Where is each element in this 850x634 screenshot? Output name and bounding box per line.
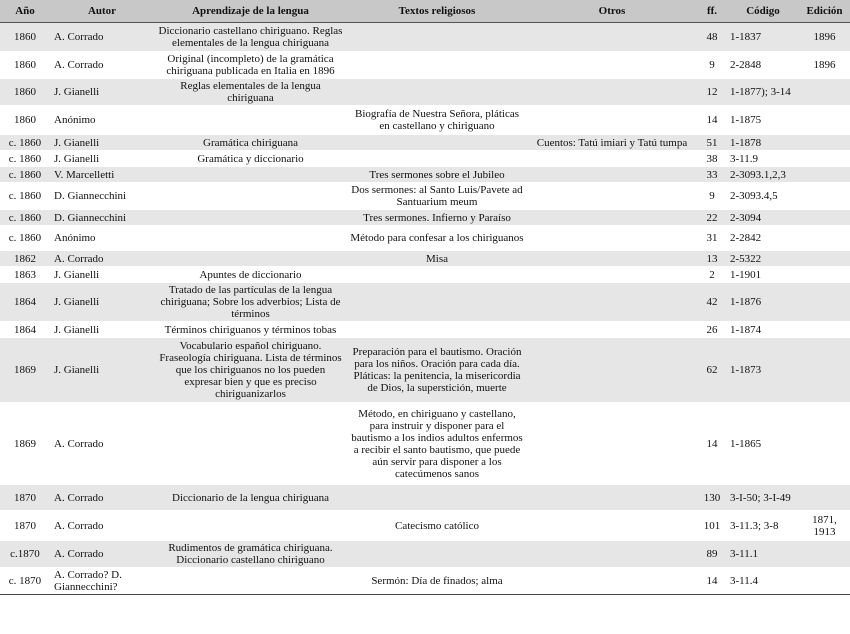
cell-author: J. Gianelli bbox=[50, 338, 154, 403]
cell-ff: 89 bbox=[697, 541, 727, 568]
cell-author: D. Giannecchini bbox=[50, 183, 154, 210]
table-row bbox=[0, 135, 850, 151]
cell-year: 1864 bbox=[0, 322, 50, 338]
cell-aprendizaje: Vocabulario español chiriguano. Fraseología chiriguana. Lista de términos que los chiriguanos no los pueden expresar bien y que es preciso chiriguanizarlos bbox=[154, 338, 347, 403]
cell-codigo: 1-1837 bbox=[727, 23, 799, 52]
table-row bbox=[0, 23, 850, 52]
cell-codigo: 1-1878 bbox=[727, 135, 799, 151]
cell-codigo: 1-1877); 3-14 bbox=[727, 79, 799, 106]
cell-ff: 33 bbox=[697, 167, 727, 183]
cell-religiosos bbox=[347, 283, 527, 322]
cell-ff: 31 bbox=[697, 226, 727, 251]
cell-year: 1869 bbox=[0, 338, 50, 403]
cell-ff: 2 bbox=[697, 267, 727, 283]
cell-religiosos bbox=[347, 52, 527, 79]
table-row bbox=[0, 210, 850, 226]
cell-edicion bbox=[799, 226, 850, 251]
cell-ff: 42 bbox=[697, 283, 727, 322]
cell-aprendizaje: Original (incompleto) de la gramática chiriguana publicada en Italia en 1896 bbox=[154, 52, 347, 79]
cell-edicion bbox=[799, 541, 850, 568]
cell-religiosos bbox=[347, 79, 527, 106]
cell-year: 1864 bbox=[0, 283, 50, 322]
cell-codigo: 1-1876 bbox=[727, 283, 799, 322]
cell-aprendizaje: Gramática y diccionario bbox=[154, 151, 347, 167]
table-row bbox=[0, 106, 850, 135]
header-religiosos: Textos religiosos bbox=[347, 0, 527, 23]
cell-ff: 22 bbox=[697, 210, 727, 226]
header-edicion: Edición bbox=[799, 0, 850, 23]
cell-author: J. Gianelli bbox=[50, 322, 154, 338]
cell-religiosos bbox=[347, 135, 527, 151]
cell-year: c. 1860 bbox=[0, 183, 50, 210]
cell-codigo: 1-1875 bbox=[727, 106, 799, 135]
cell-religiosos: Tres sermones sobre el Jubileo bbox=[347, 167, 527, 183]
cell-codigo: 3-11.9 bbox=[727, 151, 799, 167]
table-row bbox=[0, 226, 850, 251]
table-row bbox=[0, 541, 850, 568]
cell-author: V. Marcelletti bbox=[50, 167, 154, 183]
table-row bbox=[0, 338, 850, 403]
cell-codigo: 2-3093.1,2,3 bbox=[727, 167, 799, 183]
table-row bbox=[0, 511, 850, 541]
cell-codigo: 1-1901 bbox=[727, 267, 799, 283]
cell-edicion bbox=[799, 485, 850, 511]
cell-author: A. Corrado bbox=[50, 23, 154, 52]
header-otros: Otros bbox=[527, 0, 697, 23]
cell-aprendizaje bbox=[154, 210, 347, 226]
cell-year: c. 1860 bbox=[0, 135, 50, 151]
cell-year: c. 1860 bbox=[0, 226, 50, 251]
cell-otros bbox=[527, 251, 697, 267]
cell-year: c. 1860 bbox=[0, 167, 50, 183]
cell-edicion bbox=[799, 568, 850, 595]
cell-codigo: 2-3094 bbox=[727, 210, 799, 226]
cell-religiosos: Preparación para el bautismo. Oración para los niños. Oración para cada día. Pláticas: la penitencia, la misericordia de Dios, la superstición, muerte bbox=[347, 338, 527, 403]
cell-otros bbox=[527, 210, 697, 226]
cell-aprendizaje: Apuntes de diccionario bbox=[154, 267, 347, 283]
cell-otros bbox=[527, 79, 697, 106]
cell-aprendizaje: Diccionario de la lengua chiriguana bbox=[154, 485, 347, 511]
cell-edicion: 1896 bbox=[799, 52, 850, 79]
cell-religiosos: Biografía de Nuestra Señora, pláticas en castellano y chiriguano bbox=[347, 106, 527, 135]
cell-edicion: 1896 bbox=[799, 23, 850, 52]
cell-author: A. Corrado bbox=[50, 541, 154, 568]
cell-codigo: 1-1873 bbox=[727, 338, 799, 403]
cell-author: A. Corrado bbox=[50, 403, 154, 485]
cell-aprendizaje bbox=[154, 403, 347, 485]
cell-aprendizaje: Gramática chiriguana bbox=[154, 135, 347, 151]
cell-year: 1860 bbox=[0, 23, 50, 52]
cell-otros bbox=[527, 167, 697, 183]
cell-otros bbox=[527, 183, 697, 210]
cell-author: A. Corrado bbox=[50, 52, 154, 79]
cell-author: A. Corrado bbox=[50, 485, 154, 511]
cell-aprendizaje: Diccionario castellano chiriguano. Reglas elementales de la lengua chiriguana bbox=[154, 23, 347, 52]
cell-otros bbox=[527, 568, 697, 595]
cell-otros bbox=[527, 283, 697, 322]
cell-ff: 101 bbox=[697, 511, 727, 541]
header-row bbox=[0, 0, 850, 23]
cell-author: Anónimo bbox=[50, 106, 154, 135]
cell-religiosos bbox=[347, 485, 527, 511]
cell-edicion bbox=[799, 79, 850, 106]
cell-year: 1869 bbox=[0, 403, 50, 485]
cell-codigo: 1-1874 bbox=[727, 322, 799, 338]
cell-religiosos: Método para confesar a los chiriguanos bbox=[347, 226, 527, 251]
table-row bbox=[0, 283, 850, 322]
cell-ff: 130 bbox=[697, 485, 727, 511]
table-row bbox=[0, 403, 850, 485]
cell-codigo: 3-I-50; 3-I-49 bbox=[727, 485, 799, 511]
cell-edicion bbox=[799, 322, 850, 338]
table-body bbox=[0, 23, 850, 595]
header-year: Año bbox=[0, 0, 50, 23]
cell-year: 1870 bbox=[0, 485, 50, 511]
cell-otros bbox=[527, 106, 697, 135]
header-aprendizaje: Aprendizaje de la lengua bbox=[154, 0, 347, 23]
cell-aprendizaje: Reglas elementales de la lengua chiriguana bbox=[154, 79, 347, 106]
cell-ff: 26 bbox=[697, 322, 727, 338]
cell-ff: 62 bbox=[697, 338, 727, 403]
cell-aprendizaje bbox=[154, 167, 347, 183]
cell-otros bbox=[527, 267, 697, 283]
cell-year: c. 1860 bbox=[0, 210, 50, 226]
table-row bbox=[0, 151, 850, 167]
cell-religiosos: Catecismo católico bbox=[347, 511, 527, 541]
cell-edicion bbox=[799, 151, 850, 167]
cell-edicion bbox=[799, 403, 850, 485]
table-row bbox=[0, 322, 850, 338]
cell-author: A. Corrado bbox=[50, 511, 154, 541]
cell-edicion bbox=[799, 135, 850, 151]
cell-ff: 9 bbox=[697, 52, 727, 79]
cell-ff: 14 bbox=[697, 403, 727, 485]
table-row bbox=[0, 568, 850, 595]
cell-edicion bbox=[799, 338, 850, 403]
cell-otros bbox=[527, 23, 697, 52]
table-row bbox=[0, 251, 850, 267]
cell-religiosos bbox=[347, 541, 527, 568]
cell-aprendizaje bbox=[154, 183, 347, 210]
cell-ff: 51 bbox=[697, 135, 727, 151]
cell-otros bbox=[527, 403, 697, 485]
cell-year: 1863 bbox=[0, 267, 50, 283]
cell-religiosos bbox=[347, 322, 527, 338]
table-row bbox=[0, 167, 850, 183]
cell-codigo: 2-2848 bbox=[727, 52, 799, 79]
table-row bbox=[0, 183, 850, 210]
cell-ff: 48 bbox=[697, 23, 727, 52]
cell-religiosos: Sermón: Día de finados; alma bbox=[347, 568, 527, 595]
cell-codigo: 3-11.4 bbox=[727, 568, 799, 595]
cell-otros bbox=[527, 511, 697, 541]
cell-edicion bbox=[799, 251, 850, 267]
cell-edicion bbox=[799, 283, 850, 322]
cell-religiosos: Método, en chiriguano y castellano, para instruir y disponer para el bautismo a los indios adultos enfermos a recibir el santo bautismo, que puede aún servir para disponer a los catecúmenos sanos bbox=[347, 403, 527, 485]
header-codigo: Código bbox=[727, 0, 799, 23]
cell-otros bbox=[527, 338, 697, 403]
cell-ff: 14 bbox=[697, 106, 727, 135]
cell-otros bbox=[527, 226, 697, 251]
cell-ff: 38 bbox=[697, 151, 727, 167]
cell-year: 1860 bbox=[0, 79, 50, 106]
cell-religiosos: Misa bbox=[347, 251, 527, 267]
header-author: Autor bbox=[50, 0, 154, 23]
cell-aprendizaje: Rudimentos de gramática chiriguana. Diccionario castellano chiriguano bbox=[154, 541, 347, 568]
cell-codigo: 3-11.1 bbox=[727, 541, 799, 568]
cell-aprendizaje: Términos chiriguanos y términos tobas bbox=[154, 322, 347, 338]
cell-aprendizaje bbox=[154, 251, 347, 267]
cell-edicion bbox=[799, 106, 850, 135]
cell-aprendizaje: Tratado de las partículas de la lengua chiriguana; Sobre los adverbios; Lista de términos bbox=[154, 283, 347, 322]
cell-otros bbox=[527, 151, 697, 167]
cell-year: c.1870 bbox=[0, 541, 50, 568]
cell-year: 1860 bbox=[0, 106, 50, 135]
cell-author: A. Corrado bbox=[50, 251, 154, 267]
cell-author: J. Gianelli bbox=[50, 151, 154, 167]
cell-ff: 14 bbox=[697, 568, 727, 595]
cell-codigo: 1-1865 bbox=[727, 403, 799, 485]
cell-aprendizaje bbox=[154, 568, 347, 595]
cell-religiosos: Tres sermones. Infierno y Paraíso bbox=[347, 210, 527, 226]
cell-author: J. Gianelli bbox=[50, 79, 154, 106]
cell-otros bbox=[527, 52, 697, 79]
table-row bbox=[0, 267, 850, 283]
cell-edicion: 1871, 1913 bbox=[799, 511, 850, 541]
table-row bbox=[0, 52, 850, 79]
cell-year: 1860 bbox=[0, 52, 50, 79]
cell-edicion bbox=[799, 183, 850, 210]
cell-religiosos bbox=[347, 23, 527, 52]
cell-aprendizaje bbox=[154, 511, 347, 541]
cell-codigo: 2-2842 bbox=[727, 226, 799, 251]
table-row bbox=[0, 79, 850, 106]
table-row bbox=[0, 485, 850, 511]
cell-ff: 9 bbox=[697, 183, 727, 210]
cell-year: 1862 bbox=[0, 251, 50, 267]
cell-edicion bbox=[799, 210, 850, 226]
cell-aprendizaje bbox=[154, 226, 347, 251]
cell-otros bbox=[527, 541, 697, 568]
cell-otros bbox=[527, 322, 697, 338]
cell-otros: Cuentos: Tatú imiari y Tatú tumpa bbox=[527, 135, 697, 151]
cell-year: 1870 bbox=[0, 511, 50, 541]
cell-codigo: 2-5322 bbox=[727, 251, 799, 267]
cell-author: D. Giannecchini bbox=[50, 210, 154, 226]
cell-religiosos bbox=[347, 267, 527, 283]
cell-author: A. Corrado? D. Giannecchini? bbox=[50, 568, 154, 595]
cell-aprendizaje bbox=[154, 106, 347, 135]
cell-author: J. Gianelli bbox=[50, 283, 154, 322]
cell-year: c. 1870 bbox=[0, 568, 50, 595]
cell-religiosos: Dos sermones: al Santo Luis/Pavete ad Santuarium meum bbox=[347, 183, 527, 210]
cell-edicion bbox=[799, 167, 850, 183]
cell-ff: 13 bbox=[697, 251, 727, 267]
cell-codigo: 2-3093.4,5 bbox=[727, 183, 799, 210]
cell-year: c. 1860 bbox=[0, 151, 50, 167]
cell-author: J. Gianelli bbox=[50, 267, 154, 283]
cell-author: Anónimo bbox=[50, 226, 154, 251]
cell-codigo: 3-11.3; 3-8 bbox=[727, 511, 799, 541]
cell-edicion bbox=[799, 267, 850, 283]
cell-religiosos bbox=[347, 151, 527, 167]
cell-ff: 12 bbox=[697, 79, 727, 106]
cell-author: J. Gianelli bbox=[50, 135, 154, 151]
header-ff: ff. bbox=[697, 0, 727, 23]
cell-otros bbox=[527, 485, 697, 511]
